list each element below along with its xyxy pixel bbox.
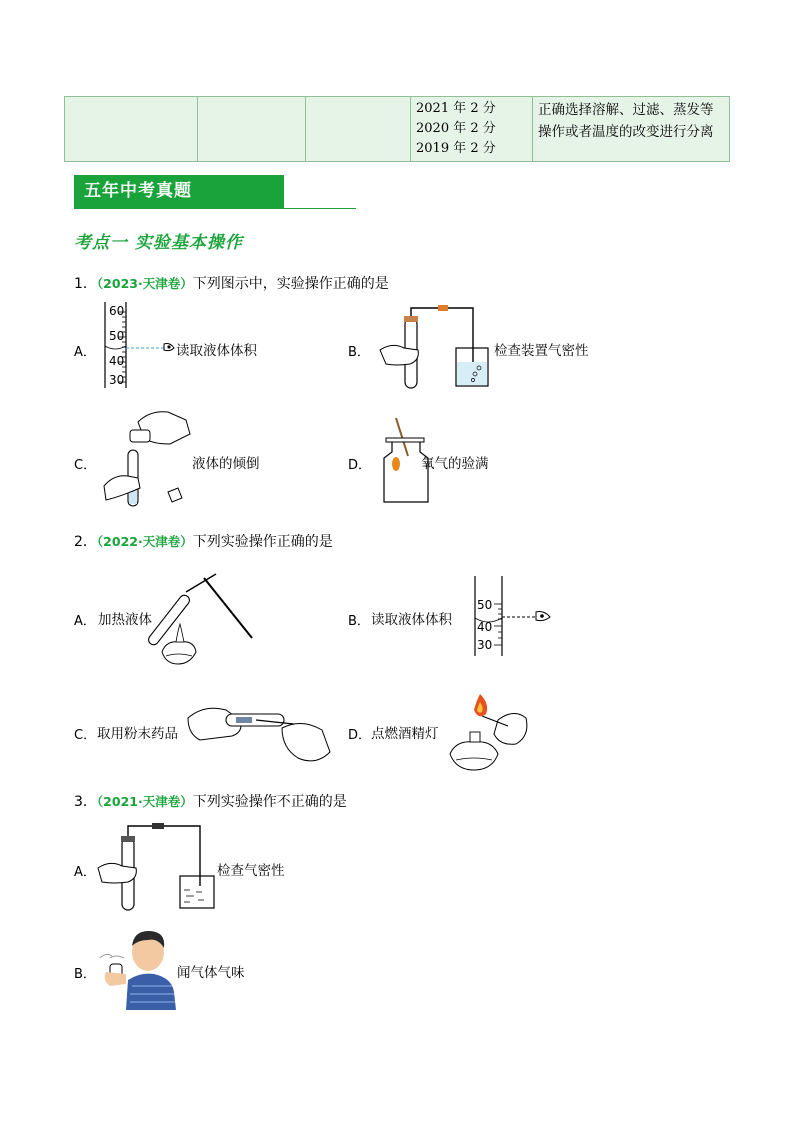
tick-label: 50 (109, 329, 125, 343)
tick-label: 40 (109, 354, 125, 368)
tick-label: 30 (477, 638, 493, 652)
question-source: （2023·天津卷） (96, 276, 193, 291)
banner-underline (74, 208, 356, 209)
option-letter: B． (348, 345, 370, 360)
powder-sampling-icon (186, 700, 334, 770)
pouring-liquid-icon (100, 404, 196, 510)
option-caption: 液体的倾倒 (192, 456, 260, 472)
option-caption: 加热液体 (98, 612, 152, 628)
question-stem: 下列实验操作正确的是 (192, 534, 333, 550)
option-letter: B． (74, 967, 96, 982)
question-stem: 下列图示中，实验操作正确的是 (192, 276, 389, 292)
banner-stripes-icon (212, 175, 272, 208)
section-title: 考点一 实验基本操作 (74, 233, 243, 253)
option-letter: B． (348, 614, 370, 629)
note-line: 操作或者温度的改变进行分离 (538, 124, 714, 140)
option-letter: C． (74, 458, 97, 473)
option-caption: 闻气体气味 (177, 965, 245, 981)
option-caption: 读取液体体积 (176, 343, 257, 359)
question-number: 1． (74, 276, 97, 292)
question-number: 3． (74, 794, 97, 810)
year-score: 2019 年 2 分 (416, 141, 496, 156)
question-number: 2． (74, 534, 97, 550)
table-cell (306, 97, 411, 162)
airtightness-apparatus-icon (96, 820, 220, 882)
option-caption: 氧气的验满 (421, 456, 489, 472)
question-1 (74, 273, 389, 293)
option-caption: 点燃酒精灯 (371, 726, 439, 742)
question-3 (74, 791, 347, 811)
question-stem: 下列实验操作不正确的是 (192, 794, 347, 810)
heating-liquid-icon (156, 568, 256, 672)
option-caption: 检查气密性 (217, 863, 285, 879)
option-letter: D． (348, 728, 372, 743)
scoring-table (64, 96, 730, 162)
lighting-alcohol-lamp-icon (446, 690, 532, 776)
question-source: （2022·天津卷） (96, 534, 193, 549)
table-cell (65, 97, 198, 162)
table-cell-years (411, 97, 533, 162)
tick-label: 60 (109, 304, 125, 318)
option-caption: 检查装置气密性 (494, 343, 589, 359)
table-cell (198, 97, 306, 162)
option-caption: 读取液体体积 (371, 612, 452, 628)
option-letter: C． (74, 728, 97, 743)
tick-label: 30 (109, 373, 125, 387)
question-source: （2021·天津卷） (96, 794, 193, 809)
question-2 (74, 531, 333, 551)
option-letter: A． (74, 345, 96, 360)
option-caption: 取用粉末药品 (97, 726, 178, 742)
banner-title: 五年中考真题 (84, 181, 192, 201)
tick-label: 40 (477, 620, 493, 634)
year-score: 2020 年 2 分 (416, 121, 496, 136)
option-letter: D． (348, 458, 372, 473)
option-letter: A． (74, 865, 96, 880)
smelling-gas-boy-icon (96, 928, 178, 1012)
note-line: 正确选择溶解、过滤、蒸发等 (538, 102, 714, 118)
year-score: 2021 年 2 分 (416, 101, 496, 116)
option-letter: A． (74, 614, 96, 629)
airtightness-apparatus-icon (378, 304, 498, 390)
table-cell-note (533, 97, 730, 162)
tick-label: 50 (477, 598, 493, 612)
